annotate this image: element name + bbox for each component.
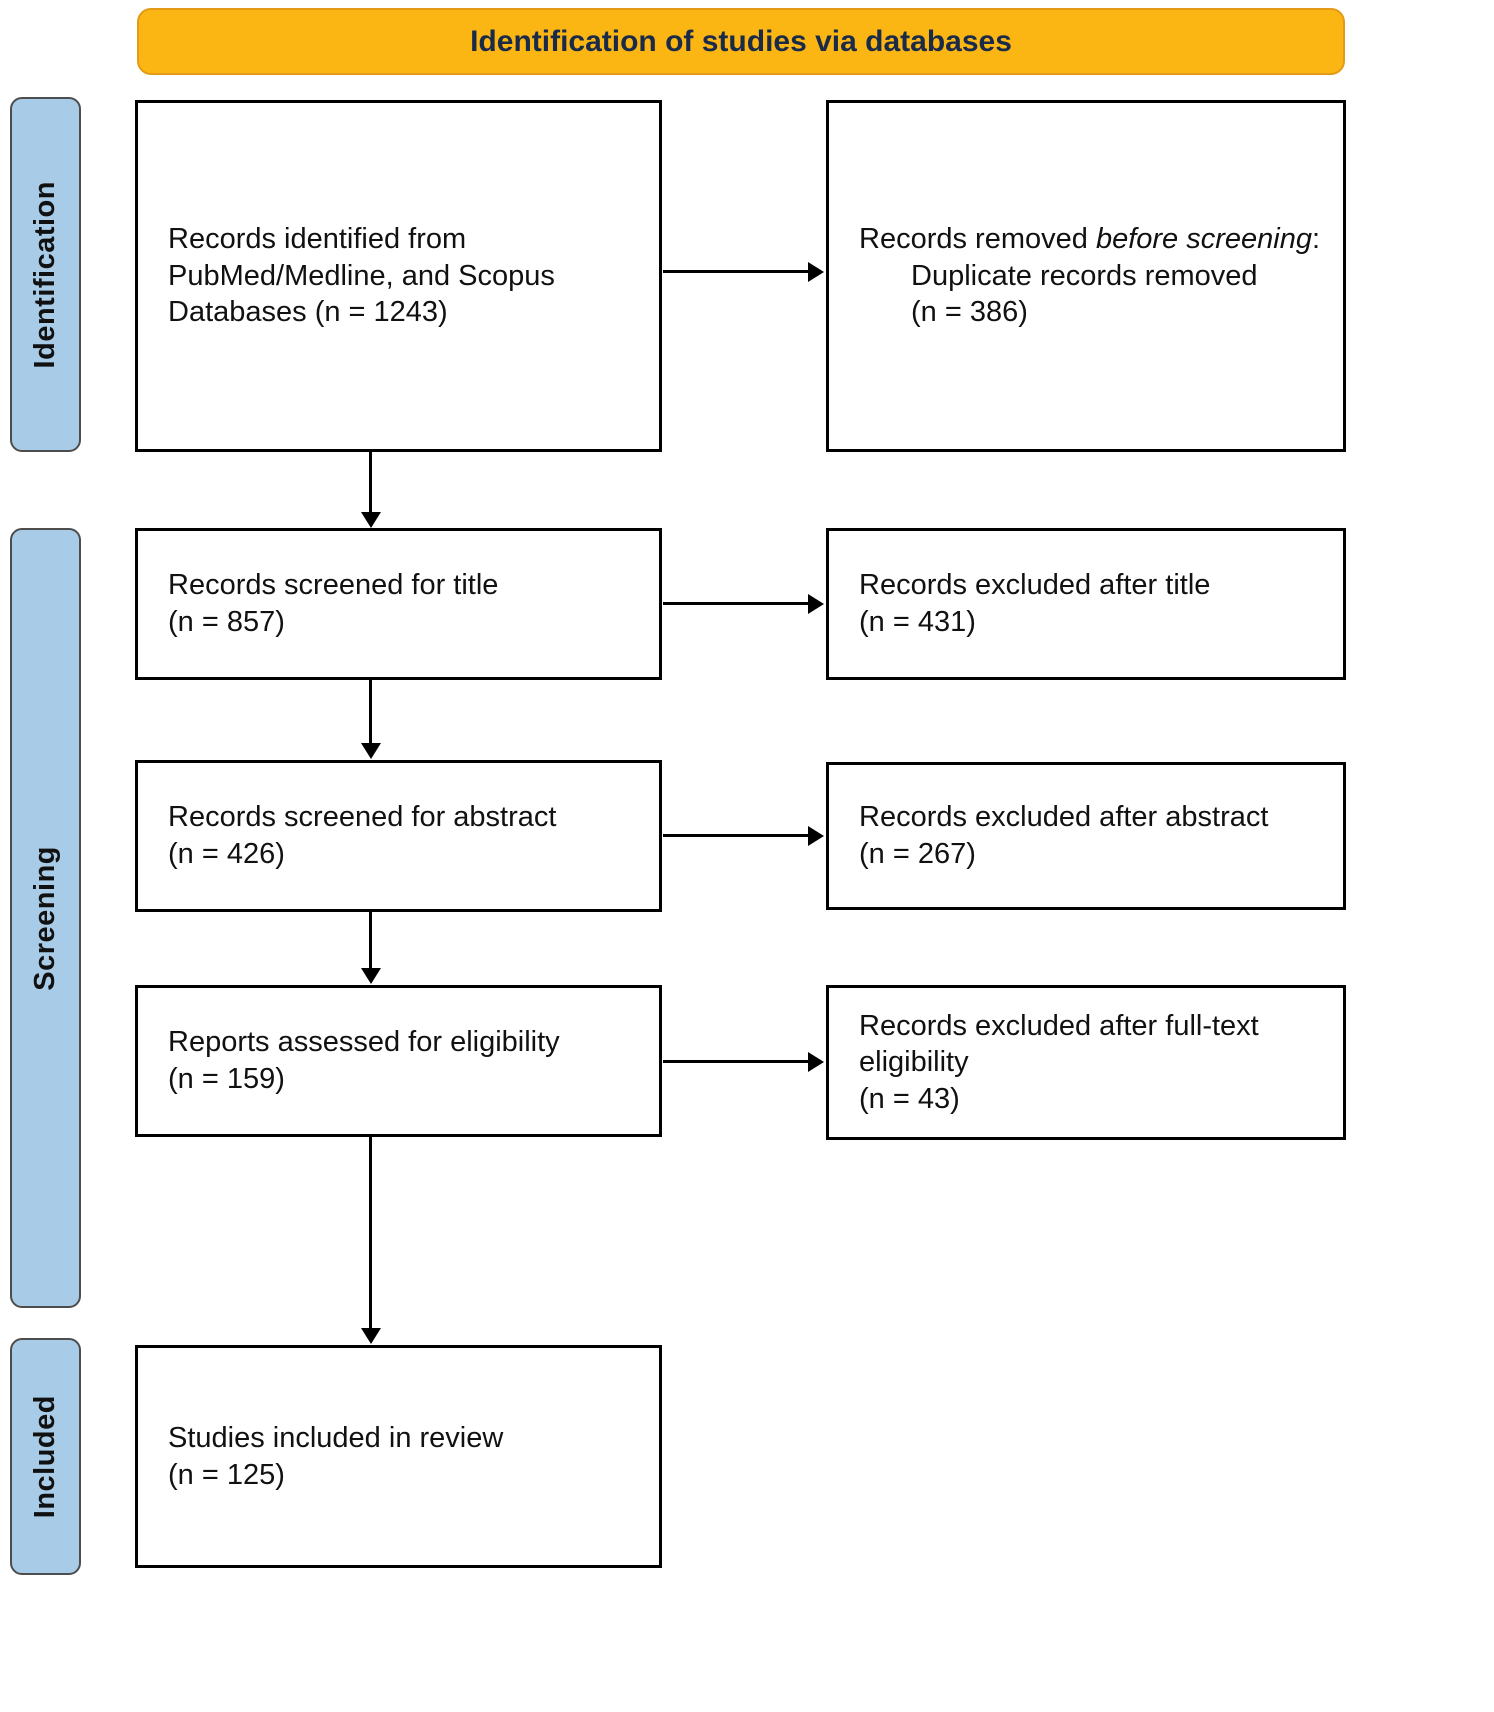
box-excluded-title-line1: Records excluded after title xyxy=(859,569,1211,602)
box-records-identified-line3: Databases (n = 1243) xyxy=(168,296,448,329)
box-screened-title xyxy=(135,528,662,680)
box-records-removed-detail1: Duplicate records removed xyxy=(911,259,1258,292)
box-assessed-eligibility xyxy=(135,985,662,1137)
box-screened-abstract-line2: (n = 426) xyxy=(168,838,285,870)
box-screened-abstract xyxy=(135,760,662,912)
records-removed-italic: before screening xyxy=(1095,223,1312,256)
box-assessed-eligibility-line1: Reports assessed for eligibility xyxy=(168,1026,560,1059)
arrow-screened-title-to-excluded-title xyxy=(663,602,809,605)
arrow-identified-to-screened-title xyxy=(369,452,372,513)
box-excluded-fulltext-line2: (n = 43) xyxy=(859,1082,960,1115)
banner xyxy=(137,8,1345,75)
banner-title: Identification of studies via databases xyxy=(470,24,1012,58)
box-records-removed xyxy=(826,100,1346,452)
arrow-identified-to-removed xyxy=(663,270,809,273)
box-studies-included-line2: (n = 125) xyxy=(168,1458,285,1491)
stage-screening-label: Screening xyxy=(29,845,61,991)
arrow-screened-abstract-to-assessed xyxy=(369,912,372,969)
stage-identification xyxy=(10,97,81,452)
box-excluded-title xyxy=(826,528,1346,680)
stage-identification-label: Identification xyxy=(29,180,61,369)
box-excluded-fulltext-line1: Records excluded after full-text eligibility xyxy=(859,1009,1259,1079)
box-assessed-eligibility-line2: (n = 159) xyxy=(168,1063,285,1095)
box-excluded-abstract xyxy=(826,762,1346,910)
stage-included xyxy=(10,1338,81,1575)
stage-included-label: Included xyxy=(29,1394,61,1519)
arrow-assessed-to-included xyxy=(369,1137,372,1329)
box-records-removed-heading xyxy=(859,221,1321,258)
records-removed-suffix: : xyxy=(1311,223,1321,256)
box-screened-title-line2: (n = 857) xyxy=(168,606,285,638)
box-excluded-abstract-line1: Records excluded after abstract xyxy=(859,801,1269,834)
box-records-identified-line2: PubMed/Medline, and Scopus xyxy=(168,259,555,292)
box-records-removed-detail2: (n = 386) xyxy=(911,296,1028,329)
arrow-assessed-to-excluded-fulltext xyxy=(663,1060,809,1063)
box-records-identified xyxy=(135,100,662,452)
box-studies-included-line1: Studies included in review xyxy=(168,1421,504,1454)
box-excluded-abstract-line2: (n = 267) xyxy=(859,838,976,870)
arrow-screened-abstract-to-excluded-abstract xyxy=(663,834,809,837)
stage-screening xyxy=(10,528,81,1308)
box-screened-abstract-line1: Records screened for abstract xyxy=(168,801,557,834)
arrow-screened-title-to-screened-abstract xyxy=(369,680,372,744)
box-screened-title-line1: Records screened for title xyxy=(168,569,499,602)
box-records-identified-line1: Records identified from xyxy=(168,223,467,256)
records-removed-prefix: Records removed xyxy=(859,223,1096,256)
box-studies-included xyxy=(135,1345,662,1568)
box-excluded-fulltext xyxy=(826,985,1346,1140)
box-excluded-title-line2: (n = 431) xyxy=(859,606,976,638)
